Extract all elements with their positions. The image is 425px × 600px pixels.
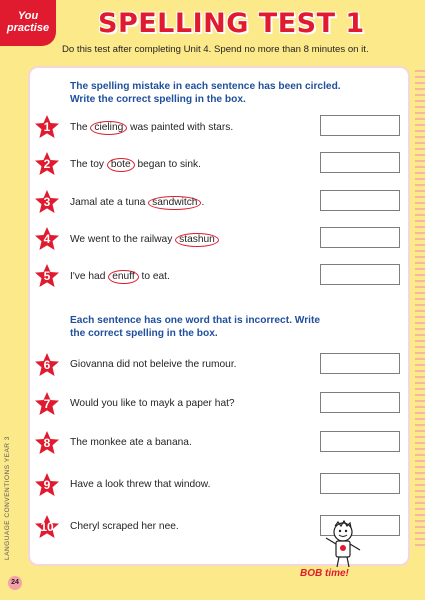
page-title: SPELLING TEST 1 bbox=[98, 8, 365, 39]
section-2-heading bbox=[70, 314, 350, 340]
sentence-part: to eat. bbox=[138, 271, 170, 282]
answer-box[interactable] bbox=[320, 115, 400, 136]
circled-misspelled-word: enuff bbox=[108, 270, 138, 284]
question-sentence bbox=[70, 233, 219, 247]
question-row-2 bbox=[34, 151, 404, 179]
question-sentence: The monkee ate a banana. bbox=[70, 437, 192, 448]
you-practise-badge bbox=[0, 0, 56, 46]
sentence-part: began to sink. bbox=[134, 159, 201, 170]
instruction-text: Do this test after completing Unit 4. Spend no more than 8 minutes on it. bbox=[62, 44, 369, 55]
answer-box[interactable] bbox=[320, 190, 400, 211]
page-number: 24 bbox=[8, 576, 22, 590]
circled-misspelled-word: sandwitch bbox=[148, 196, 201, 210]
question-sentence bbox=[70, 158, 201, 172]
question-number: 5 bbox=[43, 269, 51, 283]
answer-box[interactable] bbox=[320, 353, 400, 374]
badge-line-2: practise bbox=[6, 22, 50, 34]
sentence-part: We went to the railway bbox=[70, 234, 176, 245]
sentence-part: . bbox=[201, 197, 205, 208]
question-row-3 bbox=[34, 189, 404, 217]
section-2-line-2: the correct spelling in the box. bbox=[70, 328, 218, 339]
question-row-6 bbox=[34, 352, 404, 380]
section-1-heading bbox=[70, 80, 350, 106]
question-sentence bbox=[70, 121, 233, 135]
badge-line-1: You bbox=[17, 10, 39, 22]
answer-box[interactable] bbox=[320, 264, 400, 285]
question-number: 10 bbox=[40, 520, 54, 534]
section-2-line-1: Each sentence has one word that is incorrect. Write bbox=[70, 315, 321, 326]
question-sentence: Cheryl scraped her nee. bbox=[70, 521, 179, 532]
question-row-8 bbox=[34, 430, 404, 458]
section-1-line-2: Write the correct spelling in the box. bbox=[70, 94, 246, 105]
question-sentence bbox=[70, 196, 204, 210]
bob-time-label: BOB time! bbox=[300, 568, 349, 579]
decorative-edge-strip bbox=[415, 70, 425, 550]
sentence-part: The toy bbox=[70, 159, 107, 170]
question-row-4 bbox=[34, 226, 404, 254]
section-1-line-1: The spelling mistake in each sentence has been circled. bbox=[70, 81, 341, 92]
question-number: 4 bbox=[43, 232, 51, 246]
side-label: LANGUAGE CONVENTIONS YEAR 3 bbox=[4, 436, 11, 560]
question-number: 9 bbox=[43, 478, 51, 492]
question-row-7 bbox=[34, 391, 404, 419]
question-row-5 bbox=[34, 263, 404, 291]
sentence-part: Jamal ate a tuna bbox=[70, 197, 149, 208]
question-row-9 bbox=[34, 472, 404, 500]
sentence-part: was painted with stars. bbox=[127, 122, 234, 133]
question-row-1 bbox=[34, 114, 404, 142]
answer-box[interactable] bbox=[320, 473, 400, 494]
answer-box[interactable] bbox=[320, 392, 400, 413]
circled-misspelled-word: cieling bbox=[90, 121, 127, 135]
question-number: 3 bbox=[43, 195, 51, 209]
question-number: 8 bbox=[43, 436, 51, 450]
answer-box[interactable] bbox=[320, 431, 400, 452]
circled-misspelled-word: bote bbox=[107, 158, 135, 172]
question-sentence: Giovanna did not beleive the rumour. bbox=[70, 359, 237, 370]
sentence-part: I've had bbox=[70, 271, 109, 282]
question-number: 1 bbox=[43, 120, 51, 134]
sentence-part: The bbox=[70, 122, 91, 133]
question-number: 6 bbox=[43, 358, 51, 372]
bob-mascot-icon bbox=[318, 520, 368, 570]
question-sentence: Would you like to mayk a paper hat? bbox=[70, 398, 235, 409]
answer-box[interactable] bbox=[320, 227, 400, 248]
question-sentence: Have a look threw that window. bbox=[70, 479, 211, 490]
question-number: 2 bbox=[43, 157, 51, 171]
question-number: 7 bbox=[43, 397, 51, 411]
question-sentence bbox=[70, 270, 170, 284]
answer-box[interactable] bbox=[320, 152, 400, 173]
circled-misspelled-word: stashun bbox=[175, 233, 219, 247]
